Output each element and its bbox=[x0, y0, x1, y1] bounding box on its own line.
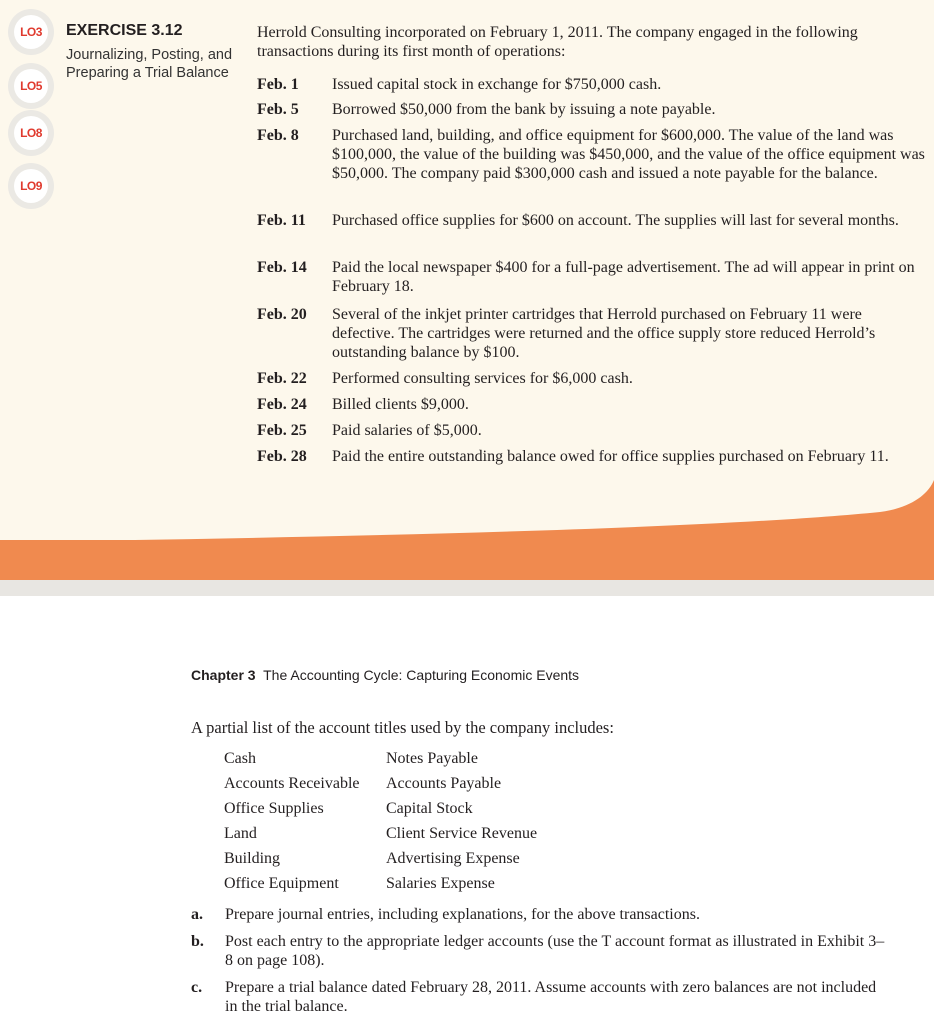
transaction-row bbox=[257, 75, 927, 94]
lo-badge-label: LO3 bbox=[14, 15, 48, 49]
transaction-text: Issued capital stock in exchange for $750,000 cash. bbox=[332, 76, 662, 93]
lo-badge bbox=[8, 110, 54, 156]
lo-badge bbox=[8, 163, 54, 209]
lo-badge bbox=[8, 63, 54, 109]
account-title: Client Service Revenue bbox=[386, 825, 538, 842]
account-title: Accounts Payable bbox=[386, 775, 502, 792]
account-title: Office Supplies bbox=[224, 800, 324, 817]
question-label: b. bbox=[191, 933, 204, 950]
transaction-text: Performed consulting services for $6,000 cash. bbox=[332, 370, 633, 387]
partial-list-intro: A partial list of the account titles used by the company includes: bbox=[191, 718, 614, 737]
orange-wave-decoration bbox=[0, 470, 934, 550]
transaction-row bbox=[257, 369, 927, 388]
chapter-header bbox=[191, 667, 579, 683]
transaction-text: Billed clients $9,000. bbox=[332, 396, 469, 413]
transaction-date: Feb. 5 bbox=[257, 101, 299, 118]
transaction-row bbox=[257, 211, 927, 230]
transaction-row bbox=[257, 447, 927, 466]
transaction-text: Paid salaries of $5,000. bbox=[332, 422, 482, 439]
transaction-row bbox=[257, 395, 927, 414]
transaction-text: Several of the inkjet printer cartridges that Herrold purchased on February 11 were defective. The cartridges were returned and the office supply store reduced Herrold’s outstanding balance by $100. bbox=[332, 306, 876, 361]
lo-badge-label: LO9 bbox=[14, 169, 48, 203]
account-title: Land bbox=[224, 825, 257, 842]
page-divider bbox=[0, 580, 934, 596]
transaction-text: Borrowed $50,000 from the bank by issuing a note payable. bbox=[332, 101, 716, 118]
question-text: Prepare journal entries, including explanations, for the above transactions. bbox=[225, 906, 700, 923]
question-item bbox=[191, 978, 891, 1016]
orange-band bbox=[0, 540, 934, 580]
transaction-row bbox=[257, 421, 927, 440]
transaction-row bbox=[257, 258, 927, 296]
transaction-date: Feb. 28 bbox=[257, 448, 307, 465]
transaction-text: Paid the local newspaper $400 for a full-page advertisement. The ad will appear in print on February 18. bbox=[332, 259, 915, 295]
transaction-date: Feb. 20 bbox=[257, 306, 307, 323]
question-text: Prepare a trial balance dated February 28, 2011. Assume accounts with zero balances are not included in the trial balance. bbox=[225, 979, 877, 1015]
account-title: Notes Payable bbox=[386, 750, 478, 767]
transaction-date: Feb. 1 bbox=[257, 76, 299, 93]
lo-badge-label: LO8 bbox=[14, 116, 48, 150]
lo-badge-label: LO5 bbox=[14, 69, 48, 103]
transaction-row bbox=[257, 126, 927, 183]
transaction-text: Purchased land, building, and office equipment for $600,000. The value of the land was $100,000, the value of the building was $450,000, and the value of the office equipment was $50,000. The company paid $300,000 cash and issued a note payable for the balance. bbox=[332, 127, 925, 182]
chapter-title: The Accounting Cycle: Capturing Economic Events bbox=[263, 667, 580, 683]
question-text: Post each entry to the appropriate ledger accounts (use the T account format as illustrated in Exhibit 3–8 on page 108). bbox=[225, 933, 885, 969]
chapter-label: Chapter 3 bbox=[191, 667, 256, 683]
question-item bbox=[191, 932, 891, 970]
account-title: Cash bbox=[224, 750, 256, 767]
account-title: Advertising Expense bbox=[386, 850, 520, 867]
account-title: Salaries Expense bbox=[386, 875, 495, 892]
transaction-text: Paid the entire outstanding balance owed for office supplies purchased on February 11. bbox=[332, 448, 889, 465]
account-title: Office Equipment bbox=[224, 875, 339, 892]
transaction-date: Feb. 8 bbox=[257, 127, 299, 144]
transaction-date: Feb. 22 bbox=[257, 370, 307, 387]
transaction-text: Purchased office supplies for $600 on account. The supplies will last for several months. bbox=[332, 212, 899, 229]
question-label: c. bbox=[191, 979, 203, 996]
transaction-row bbox=[257, 305, 927, 362]
transaction-date: Feb. 11 bbox=[257, 212, 306, 229]
lo-badge bbox=[8, 9, 54, 55]
account-title: Capital Stock bbox=[386, 800, 473, 817]
transaction-row bbox=[257, 100, 927, 119]
account-title: Accounts Receivable bbox=[224, 775, 360, 792]
transaction-date: Feb. 25 bbox=[257, 422, 307, 439]
exercise-intro: Herrold Consulting incorporated on February 1, 2011. The company engaged in the following transactions during its first month of operations: bbox=[257, 24, 858, 60]
account-title: Building bbox=[224, 850, 281, 867]
question-item bbox=[191, 905, 891, 924]
question-label: a. bbox=[191, 906, 203, 923]
transaction-date: Feb. 14 bbox=[257, 259, 307, 276]
exercise-title: EXERCISE 3.12 bbox=[66, 22, 183, 39]
transaction-date: Feb. 24 bbox=[257, 396, 307, 413]
exercise-subtitle: Journalizing, Posting, and Preparing a Trial Balance bbox=[66, 47, 233, 81]
